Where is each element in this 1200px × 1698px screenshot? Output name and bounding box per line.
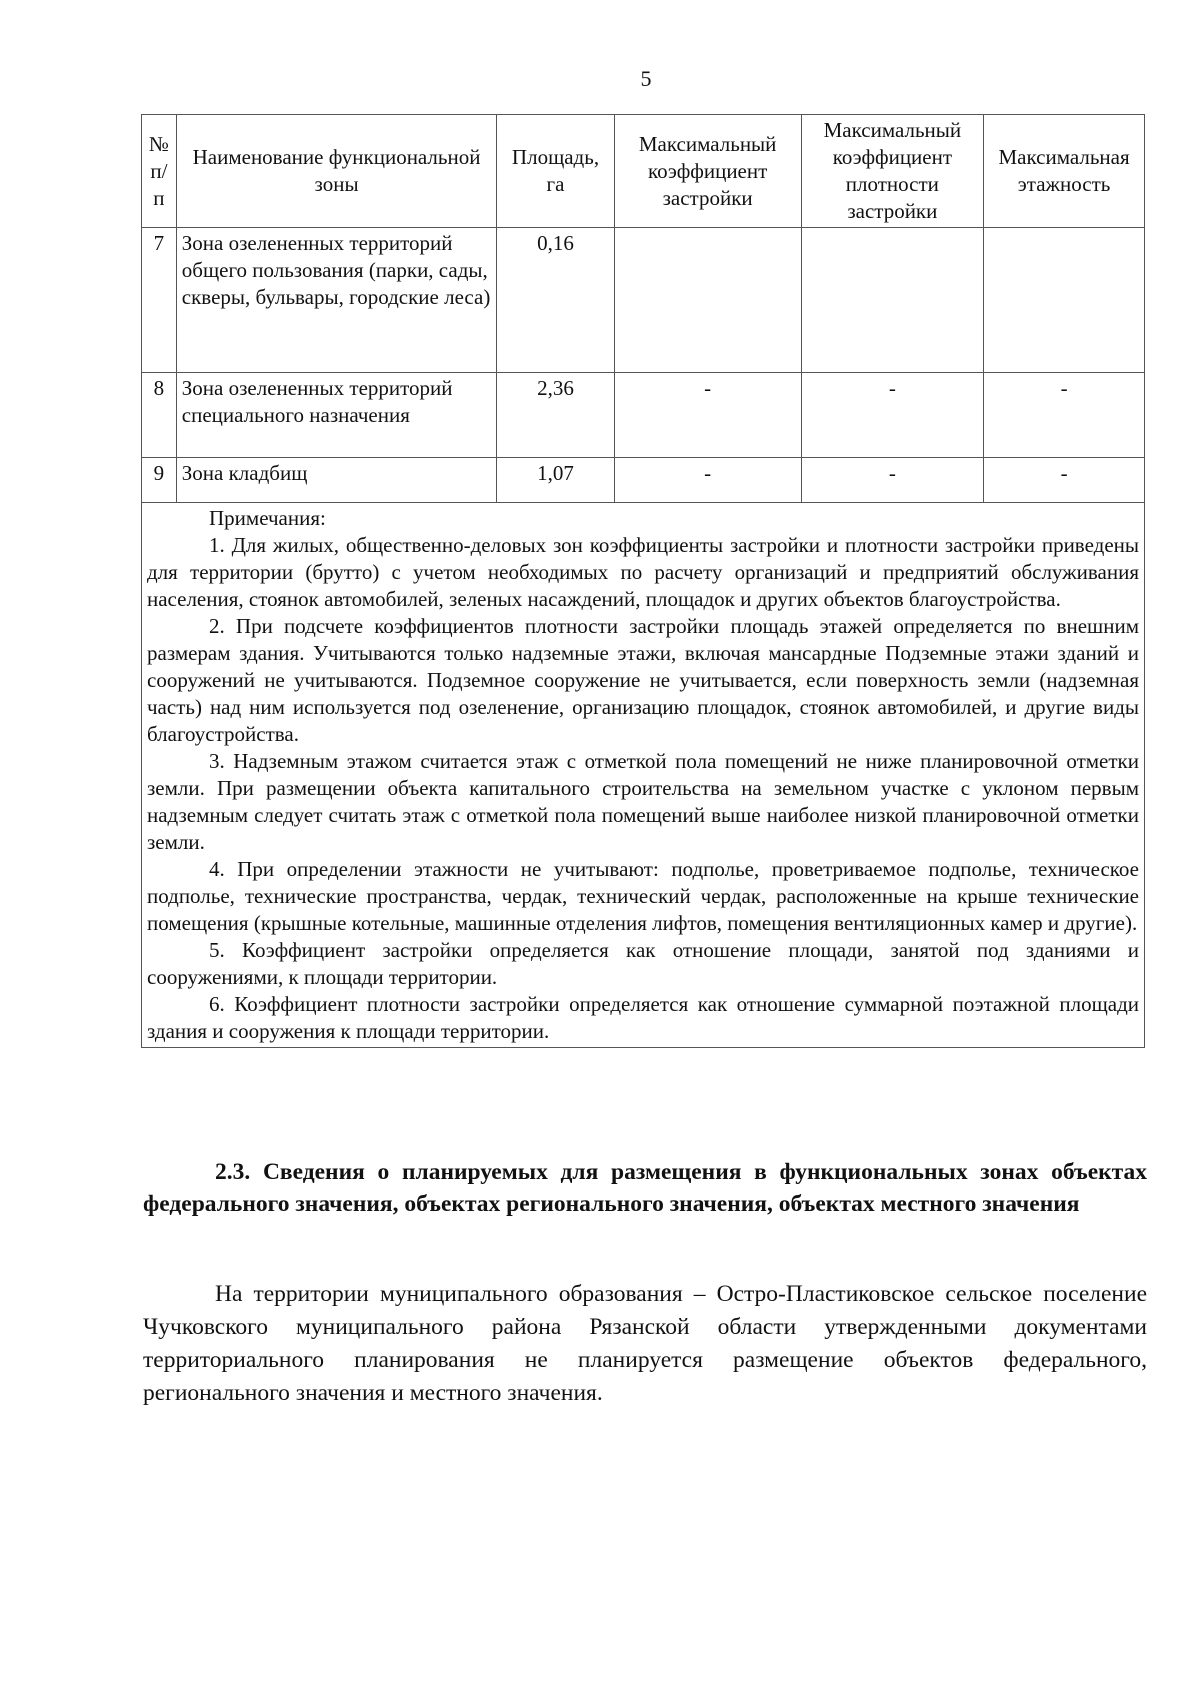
cell-coef-density: - [801,373,984,458]
table-row [142,228,1145,373]
note-item: 3. Надземным этажом считается этаж с отметкой пола помещений не ниже планировочной отметки земли. При размещении объекта капитального строительства на земельном участке с уклоном первым надземным следует считать этаж с отметкой пола помещений выше наиболее низкой планировочной отметки земли. [147,749,1139,854]
cell-coef-build [614,228,801,373]
cell-num: 9 [142,458,177,503]
header-area: Площадь, га [497,115,614,228]
cell-area: 2,36 [497,373,614,458]
section-heading [143,1156,1147,1220]
notes-row [142,503,1145,1048]
cell-coef-density [801,228,984,373]
body-paragraph: На территории муниципального образования – Остро-Пластиковское сельское поселение Чучковского муниципального района Рязанской области утвержденными документами территориального планирования не планируется размещение объектов федерального, регионального значения и местного значения. [143,1281,1147,1406]
table-header-row [142,115,1145,228]
section-heading-text: 2.3. Сведения о планируемых для размещения в функциональных зонах объектах федерального значения, объектах регионального значения, объектах местного значения [143,1159,1147,1217]
table-row [142,458,1145,503]
notes-title: Примечания: [209,506,326,530]
note-item: 4. При определении этажности не учитывают: подполье, проветриваемое подполье, техническое подполье, технические пространства, чердак, технический чердак, расположенные на крыше технические помещения (крышные котельные, машинные отделения лифтов, помещения вентиляционных камер и другие). [147,857,1139,935]
functional-zones-table [141,114,1145,1048]
note-item: 2. При подсчете коэффициентов плотности застройки площадь этажей определяется по внешним размерам здания. Учитываются только надземные этажи, включая мансардные Подземные этажи зданий и сооружений не учитываются. Подземное сооружение не учитывается, если поверхность земли (надземная часть) над ним используется под озеленение, организацию площадок, стоянок автомобилей, и другие виды благоустройства. [147,614,1139,746]
header-floors: Максимальная этажность [984,115,1145,228]
cell-num: 8 [142,373,177,458]
note-item: 6. Коэффициент плотности застройки определяется как отношение суммарной поэтажной площади здания и сооружения к площади территории. [147,992,1139,1043]
table-row [142,373,1145,458]
header-name: Наименование функциональной зоны [176,115,497,228]
cell-floors: - [984,373,1145,458]
cell-area: 0,16 [497,228,614,373]
cell-coef-build: - [614,458,801,503]
cell-name: Зона озелененных территорий специального назначения [176,373,497,458]
note-item: 1. Для жилых, общественно-деловых зон коэффициенты застройки и плотности застройки приведены для территории (брутто) с учетом необходимых по расчету организаций и предприятий обслуживания населения, стоянок автомобилей, зеленых насаждений, площадок и других объектов благоустройства. [147,533,1139,611]
note-item: 5. Коэффициент застройки определяется как отношение площади, занятой под зданиями и сооружениями, к площади территории. [147,938,1139,989]
page-number: 5 [640,66,652,91]
cell-name: Зона озелененных территорий общего пользования (парки, сады, скверы, бульвары, городские леса) [176,228,497,373]
cell-floors: - [984,458,1145,503]
cell-coef-density: - [801,458,984,503]
header-coef-density: Максимальный коэффициент плотности застройки [801,115,984,228]
cell-floors [984,228,1145,373]
cell-area: 1,07 [497,458,614,503]
cell-num: 7 [142,228,177,373]
cell-coef-build: - [614,373,801,458]
cell-name: Зона кладбищ [176,458,497,503]
header-num: № п/п [142,115,177,228]
header-coef-build: Максимальный коэффициент застройки [614,115,801,228]
notes-cell [142,503,1145,1048]
